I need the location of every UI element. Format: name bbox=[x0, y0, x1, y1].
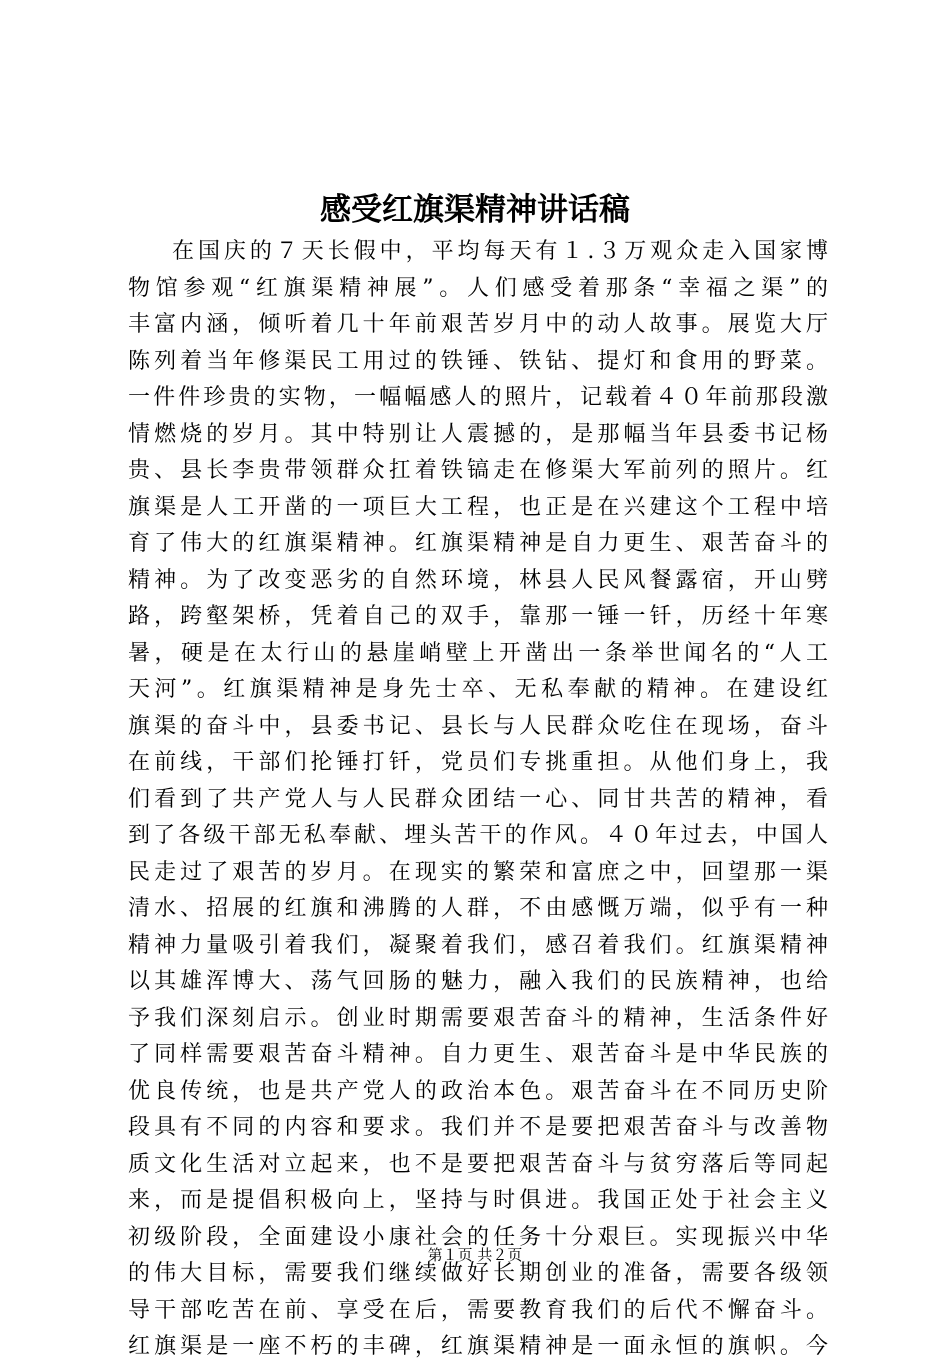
body-line: 清水、招展的红旗和沸腾的人群，不由感慨万端，似乎有一种 bbox=[128, 896, 828, 921]
body-line: 优良传统，也是共产党人的政治本色。艰苦奋斗在不同历史阶 bbox=[128, 1078, 828, 1104]
body-line: 在国庆的７天长假中，平均每天有１.３万观众走入国家博 bbox=[172, 239, 828, 264]
body-line: 丰富内涵，倾听着几十年前艰苦岁月中的动人故事。展览大厅 bbox=[128, 312, 828, 337]
document-body bbox=[128, 234, 828, 1366]
body-line: 质文化生活对立起来，也不是要把艰苦奋斗与贫穷落后等同起 bbox=[128, 1151, 828, 1177]
body-line: 精神力量吸引着我们，凝聚着我们，感召着我们。红旗渠精神 bbox=[128, 932, 828, 958]
body-line: 一件件珍贵的实物，一幅幅感人的照片，记载着４０年前那段激 bbox=[128, 385, 828, 410]
body-line: 的伟大目标，需要我们继续做好长期创业的准备，需要各级领 bbox=[128, 1261, 828, 1286]
body-line: 来，而是提倡积极向上，坚持与时俱进。我国正处于社会主义 bbox=[128, 1188, 828, 1213]
body-line: 天河”。红旗渠精神是身先士卒、无私奉献的精神。在建设红 bbox=[128, 677, 828, 702]
body-line: 到了各级干部无私奉献、埋头苦干的作风。４０年过去，中国人 bbox=[128, 823, 828, 848]
body-line: 暑，硬是在太行山的悬崖峭壁上开凿出一条举世闻名的“人工 bbox=[128, 640, 828, 666]
body-line: 们看到了共产党人与人民群众团结一心、同甘共苦的精神，看 bbox=[128, 786, 828, 812]
body-line: 导干部吃苦在前、享受在后，需要教育我们的后代不懈奋斗。 bbox=[128, 1297, 828, 1323]
body-line: 育了伟大的红旗渠精神。红旗渠精神是自力更生、艰苦奋斗的 bbox=[128, 531, 828, 556]
body-line: 初级阶段，全面建设小康社会的任务十分艰巨。实现振兴中华 bbox=[128, 1224, 828, 1250]
body-line: 路，跨壑架桥，凭着自己的双手，靠那一锤一钎，历经十年寒 bbox=[128, 604, 828, 629]
body-line: 情燃烧的岁月。其中特别让人震撼的，是那幅当年县委书记杨 bbox=[128, 421, 828, 447]
body-line: 在前线，干部们抡锤打钎，党员们专挑重担。从他们身上，我 bbox=[128, 750, 828, 775]
body-line: 旗渠的奋斗中，县委书记、县长与人民群众吃住在现场，奋斗 bbox=[128, 713, 828, 739]
body-line: 精神。为了改变恶劣的自然环境，林县人民风餐露宿，开山劈 bbox=[128, 567, 828, 593]
document-title: 感受红旗渠精神讲话稿 bbox=[320, 192, 630, 228]
body-line: 予我们深刻启示。创业时期需要艰苦奋斗的精神，生活条件好 bbox=[128, 1005, 828, 1031]
page-footer: 第１页 共２页 bbox=[427, 1246, 523, 1264]
body-line: 以其雄浑博大、荡气回肠的魅力，融入我们的民族精神，也给 bbox=[128, 969, 828, 994]
body-line: 陈列着当年修渠民工用过的铁锤、铁钻、提灯和食用的野菜。 bbox=[128, 348, 828, 374]
body-line: 民走过了艰苦的岁月。在现实的繁荣和富庶之中，回望那一渠 bbox=[128, 859, 828, 885]
body-line: 了同样需要艰苦奋斗精神。自力更生、艰苦奋斗是中华民族的 bbox=[128, 1042, 828, 1067]
body-line: 红旗渠是一座不朽的丰碑，红旗渠精神是一面永恒的旗帜。今 bbox=[128, 1334, 828, 1359]
body-line: 段具有不同的内容和要求。我们并不是要把艰苦奋斗与改善物 bbox=[128, 1115, 828, 1140]
body-line: 旗渠是人工开凿的一项巨大工程，也正是在兴建这个工程中培 bbox=[128, 494, 828, 520]
body-line: 物馆参观“红旗渠精神展”。人们感受着那条“幸福之渠”的 bbox=[128, 275, 828, 301]
body-line: 贵、县长李贵带领群众扛着铁镐走在修渠大军前列的照片。红 bbox=[128, 458, 828, 483]
